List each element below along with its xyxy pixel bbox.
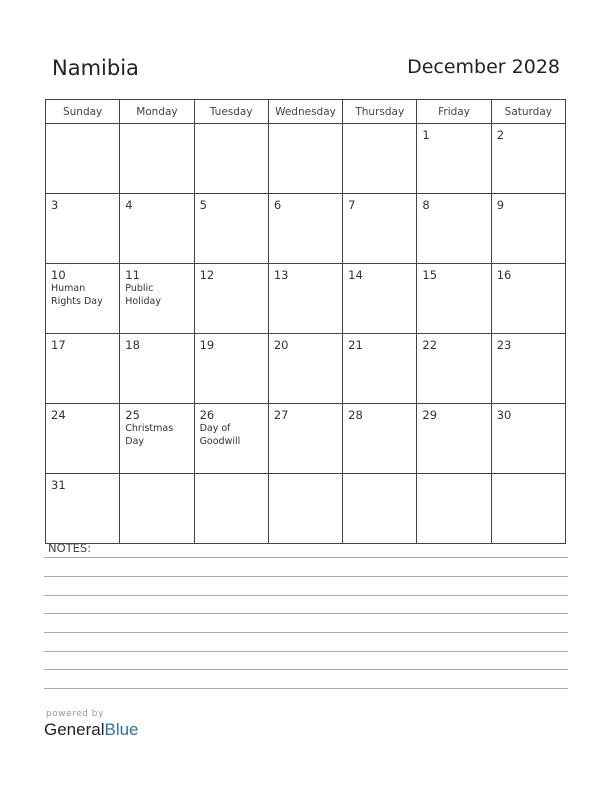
calendar-day-cell (120, 474, 194, 544)
calendar-grid (45, 99, 566, 544)
calendar-week-row (46, 404, 566, 474)
day-number: 22 (422, 338, 438, 352)
day-number: 2 (496, 128, 505, 142)
month-title: December 2028 (407, 56, 560, 78)
weekday-sunday: Sunday (46, 100, 120, 124)
calendar-day-cell (120, 334, 194, 404)
day-number: 29 (422, 408, 438, 422)
calendar-day-cell (491, 264, 565, 334)
day-number: 26 (199, 408, 215, 422)
day-number: 11 (125, 268, 140, 282)
day-number: 19 (199, 338, 215, 352)
day-number: 23 (496, 338, 512, 352)
calendar-day-cell (417, 334, 491, 404)
day-number: 31 (51, 478, 66, 492)
day-number: 15 (422, 268, 438, 282)
day-number: 20 (273, 338, 289, 352)
weekday-header-row (46, 100, 566, 124)
calendar-day-cell (343, 124, 417, 194)
day-number: 17 (51, 338, 66, 352)
notes-line (44, 595, 568, 596)
calendar-day-cell (120, 264, 194, 334)
calendar-body (46, 124, 566, 544)
calendar-day-cell (343, 194, 417, 264)
calendar-week-row (46, 264, 566, 334)
weekday-friday: Friday (417, 100, 491, 124)
calendar-day-cell (46, 124, 120, 194)
day-number: 24 (51, 408, 66, 422)
calendar-week-row (46, 194, 566, 264)
calendar-day-cell (417, 194, 491, 264)
calendar-day-cell (268, 334, 342, 404)
notes-line (44, 688, 568, 689)
calendar-day-cell (491, 474, 565, 544)
day-number: 18 (125, 338, 140, 352)
calendar-day-cell (120, 194, 194, 264)
day-number: 1 (422, 128, 430, 142)
holiday-label: Day of Goodwill (199, 423, 241, 447)
calendar-day-cell (417, 474, 491, 544)
calendar-day-cell (194, 264, 268, 334)
day-number: 9 (496, 198, 505, 212)
calendar-day-cell (194, 124, 268, 194)
calendar-day-cell (268, 264, 342, 334)
calendar-day-cell (268, 404, 342, 474)
calendar-day-cell (46, 404, 120, 474)
powered-by-text: powered by (46, 709, 104, 719)
day-number: 25 (125, 408, 140, 422)
day-number: 4 (125, 198, 133, 212)
calendar-day-cell (417, 404, 491, 474)
calendar-day-cell (194, 334, 268, 404)
day-number: 21 (348, 338, 363, 352)
notes-label: NOTES: (48, 541, 92, 555)
notes-line (44, 576, 568, 577)
calendar-day-cell (120, 124, 194, 194)
day-number: 12 (199, 268, 215, 282)
day-number: 13 (273, 268, 289, 282)
calendar-week-row (46, 124, 566, 194)
calendar-day-cell (268, 194, 342, 264)
day-number: 7 (348, 198, 356, 212)
calendar-day-cell (417, 124, 491, 194)
calendar-week-row (46, 474, 566, 544)
day-number: 6 (273, 198, 282, 212)
brand-part-general: General (44, 720, 105, 739)
calendar-day-cell (491, 124, 565, 194)
notes-line (44, 651, 568, 652)
calendar-day-cell (46, 264, 120, 334)
day-number: 28 (348, 408, 363, 422)
day-number: 27 (273, 408, 289, 422)
brand-part-blue: Blue (104, 720, 139, 739)
calendar-day-cell (343, 264, 417, 334)
holiday-label: Christmas Day (125, 423, 174, 447)
calendar-day-cell (268, 474, 342, 544)
calendar-day-cell (194, 404, 268, 474)
notes-line (44, 632, 568, 633)
day-number: 8 (422, 198, 430, 212)
day-number: 10 (51, 268, 66, 282)
weekday-tuesday: Tuesday (194, 100, 268, 124)
day-number: 5 (199, 198, 207, 212)
holiday-label: Human Rights Day (51, 283, 103, 307)
calendar-day-cell (491, 334, 565, 404)
calendar-day-cell (46, 334, 120, 404)
calendar-week-row (46, 334, 566, 404)
calendar-day-cell (343, 404, 417, 474)
notes-line (44, 557, 568, 558)
calendar-day-cell (194, 474, 268, 544)
calendar-day-cell (417, 264, 491, 334)
weekday-monday: Monday (120, 100, 194, 124)
calendar-day-cell (46, 474, 120, 544)
calendar-day-cell (343, 334, 417, 404)
weekday-saturday: Saturday (491, 100, 565, 124)
calendar-day-cell (46, 194, 120, 264)
day-number: 30 (496, 408, 512, 422)
calendar-day-cell (491, 194, 565, 264)
calendar-day-cell (120, 404, 194, 474)
generalblue-logo (44, 720, 139, 740)
calendar-day-cell (491, 404, 565, 474)
weekday-thursday: Thursday (343, 100, 417, 124)
day-number: 16 (496, 268, 512, 282)
weekday-wednesday: Wednesday (268, 100, 342, 124)
calendar-day-cell (194, 194, 268, 264)
calendar-day-cell (268, 124, 342, 194)
calendar-day-cell (343, 474, 417, 544)
holiday-label: Public Holiday (125, 283, 161, 307)
day-number: 3 (51, 198, 59, 212)
country-title: Namibia (52, 56, 139, 80)
notes-line (44, 613, 568, 614)
notes-line (44, 669, 568, 670)
day-number: 14 (348, 268, 363, 282)
